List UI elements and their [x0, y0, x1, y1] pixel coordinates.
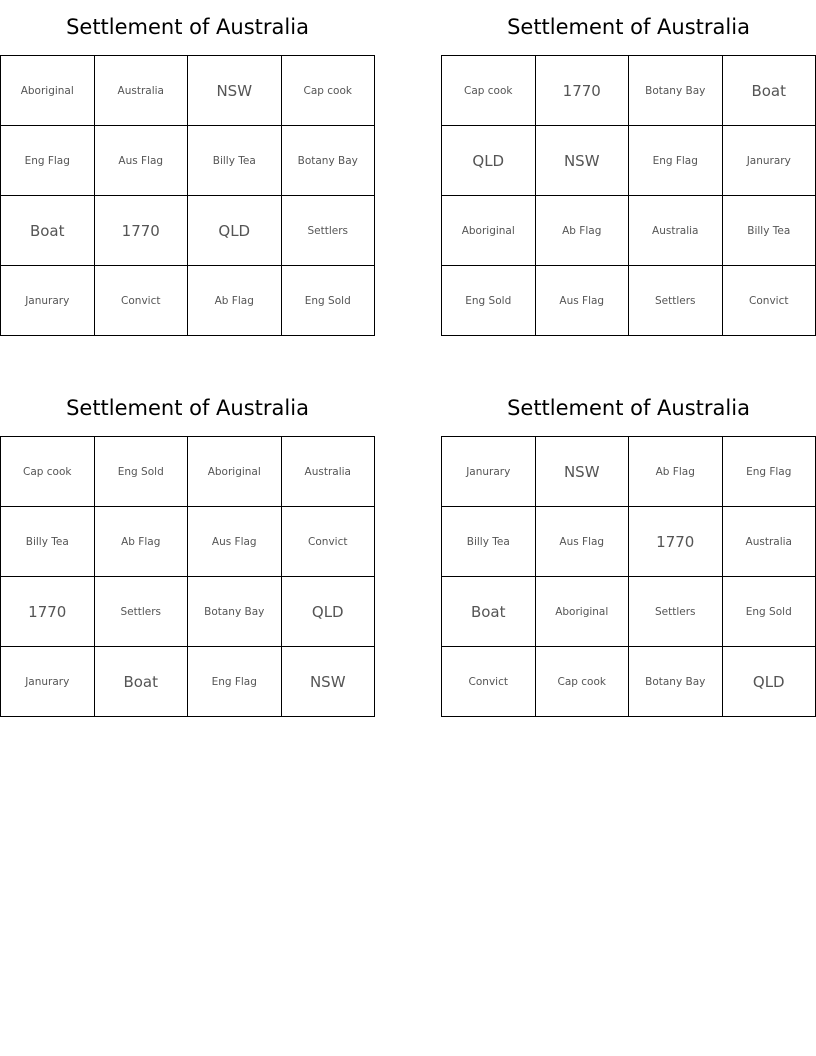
grid-cell: Billy Tea: [188, 126, 282, 196]
grid-cell: QLD: [188, 196, 282, 266]
grid-cell: Ab Flag: [536, 196, 630, 266]
grid-cell: Botany Bay: [282, 126, 376, 196]
card-title: Settlement of Australia: [507, 15, 750, 39]
grid-cell: Aboriginal: [536, 577, 630, 647]
grid-cell: QLD: [442, 126, 536, 196]
grid-cell: Eng Flag: [188, 647, 282, 717]
grid-cell: Cap cook: [1, 437, 95, 507]
grid-cell: Australia: [629, 196, 723, 266]
grid-cell: Ab Flag: [629, 437, 723, 507]
grid-cell: QLD: [723, 647, 816, 717]
grid-cell: Cap cook: [282, 56, 376, 126]
grid-cell: Australia: [723, 507, 816, 577]
grid-cell: Botany Bay: [188, 577, 282, 647]
grid-cell: 1770: [95, 196, 189, 266]
grid-cell: Aboriginal: [442, 196, 536, 266]
grid-cell: Australia: [282, 437, 376, 507]
grid-cell: Eng Sold: [723, 577, 816, 647]
bingo-grid: [0, 436, 375, 717]
grid-cell: Settlers: [629, 266, 723, 336]
grid-cell: Janurary: [1, 266, 95, 336]
grid-cell: Cap cook: [536, 647, 630, 717]
grid-cell: Eng Sold: [95, 437, 189, 507]
grid-cell: Eng Flag: [1, 126, 95, 196]
grid-cell: 1770: [536, 56, 630, 126]
grid-cell: Ab Flag: [188, 266, 282, 336]
grid-cell: Convict: [723, 266, 816, 336]
grid-cell: Aboriginal: [1, 56, 95, 126]
bingo-grid: [0, 55, 375, 336]
grid-cell: Australia: [95, 56, 189, 126]
grid-cell: Janurary: [442, 437, 536, 507]
grid-cell: Convict: [282, 507, 376, 577]
grid-cell: Eng Sold: [282, 266, 376, 336]
grid-cell: Settlers: [282, 196, 376, 266]
grid-cell: Convict: [442, 647, 536, 717]
grid-cell: Aus Flag: [95, 126, 189, 196]
bingo-card-4: [441, 381, 816, 717]
bingo-card-1: [0, 0, 375, 336]
grid-cell: NSW: [536, 126, 630, 196]
grid-cell: Eng Sold: [442, 266, 536, 336]
grid-cell: Aus Flag: [536, 507, 630, 577]
bingo-grid: [441, 55, 816, 336]
grid-cell: QLD: [282, 577, 376, 647]
grid-cell: Convict: [95, 266, 189, 336]
grid-cell: 1770: [1, 577, 95, 647]
grid-cell: Eng Flag: [629, 126, 723, 196]
grid-cell: Billy Tea: [1, 507, 95, 577]
bingo-grid: [441, 436, 816, 717]
grid-cell: NSW: [282, 647, 376, 717]
grid-cell: Botany Bay: [629, 647, 723, 717]
grid-cell: NSW: [536, 437, 630, 507]
grid-cell: Ab Flag: [95, 507, 189, 577]
grid-cell: Settlers: [629, 577, 723, 647]
grid-cell: Boat: [442, 577, 536, 647]
grid-cell: Settlers: [95, 577, 189, 647]
grid-cell: Aus Flag: [536, 266, 630, 336]
grid-cell: Eng Flag: [723, 437, 816, 507]
grid-cell: 1770: [629, 507, 723, 577]
grid-cell: Aus Flag: [188, 507, 282, 577]
bingo-card-2: [441, 0, 816, 336]
grid-cell: Billy Tea: [723, 196, 816, 266]
bingo-card-3: [0, 381, 375, 717]
grid-cell: Botany Bay: [629, 56, 723, 126]
grid-cell: Boat: [1, 196, 95, 266]
card-title: Settlement of Australia: [66, 396, 309, 420]
grid-cell: Boat: [723, 56, 816, 126]
grid-cell: NSW: [188, 56, 282, 126]
grid-cell: Janurary: [1, 647, 95, 717]
grid-cell: Cap cook: [442, 56, 536, 126]
grid-cell: Aboriginal: [188, 437, 282, 507]
grid-cell: Janurary: [723, 126, 816, 196]
grid-cell: Billy Tea: [442, 507, 536, 577]
card-title: Settlement of Australia: [66, 15, 309, 39]
card-title: Settlement of Australia: [507, 396, 750, 420]
grid-cell: Boat: [95, 647, 189, 717]
